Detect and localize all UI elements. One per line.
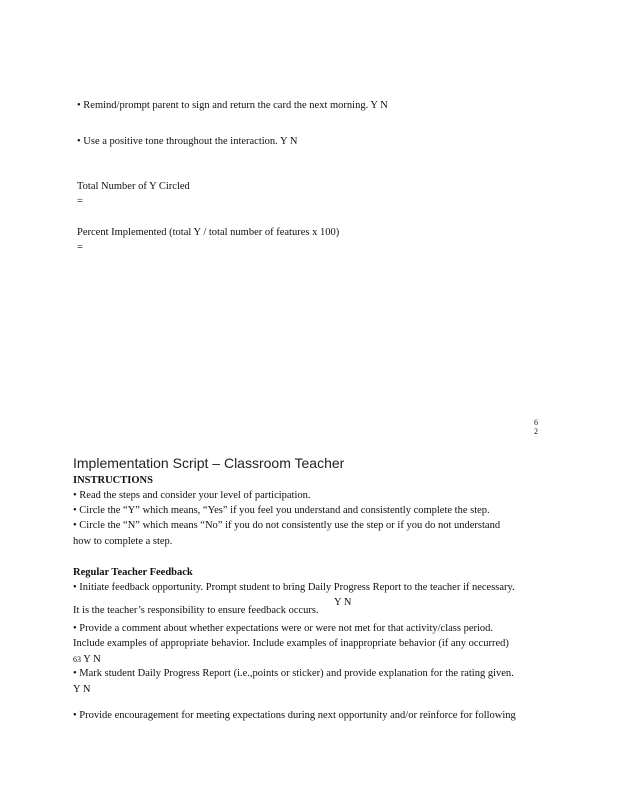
instruction-line-3: • Circle the “N” which means “No” if you do not consistently use the step or if you do not understand: [73, 520, 501, 531]
percent-label: Percent Implemented (total Y / total number of features x 100): [77, 227, 340, 238]
feedback-line-5: [73, 654, 101, 665]
page-number-line2: 2: [534, 427, 538, 436]
percent-equals: =: [77, 242, 83, 253]
instructions-heading: INSTRUCTIONS: [73, 475, 153, 486]
feedback-line-5-number: 63: [73, 655, 81, 664]
feedback-line-7: Y N: [73, 684, 91, 695]
feedback-line-5-yn: Y N: [83, 654, 101, 665]
feedback-heading: Regular Teacher Feedback: [73, 567, 193, 578]
feedback-line-2: It is the teacher’s responsibility to ensure feedback occurs.: [73, 605, 319, 616]
feedback-line-8: • Provide encouragement for meeting expectations during next opportunity and/or reinforce for following: [73, 710, 516, 721]
feedback-line-6: • Mark student Daily Progress Report (i.e.,points or sticker) and provide explanation for the rating given.: [73, 668, 514, 679]
feedback-line-3: • Provide a comment about whether expectations were or were not met for that activity/class period.: [73, 623, 494, 634]
section-title: Implementation Script – Classroom Teacher: [73, 455, 345, 471]
total-label: Total Number of Y Circled: [77, 181, 190, 192]
bullet-remind: • Remind/prompt parent to sign and return the card the next morning. Y N: [77, 100, 388, 111]
page-number-line1: 6: [534, 418, 538, 427]
bullet-tone: • Use a positive tone throughout the interaction. Y N: [77, 136, 298, 147]
feedback-line-4: Include examples of appropriate behavior. Include examples of inappropriate behavior (if any occurred): [73, 638, 509, 649]
feedback-line-1: • Initiate feedback opportunity. Prompt student to bring Daily Progress Report to the teacher if necessary.: [73, 582, 515, 593]
total-equals: =: [77, 196, 83, 207]
instruction-line-2: • Circle the “Y” which means, “Yes” if you feel you understand and consistently complete the step.: [73, 505, 490, 516]
instruction-line-1: • Read the steps and consider your level of participation.: [73, 490, 311, 501]
page-number: [534, 418, 538, 436]
instruction-line-4: how to complete a step.: [73, 536, 173, 547]
feedback-line-2-yn: Y N: [334, 597, 352, 608]
